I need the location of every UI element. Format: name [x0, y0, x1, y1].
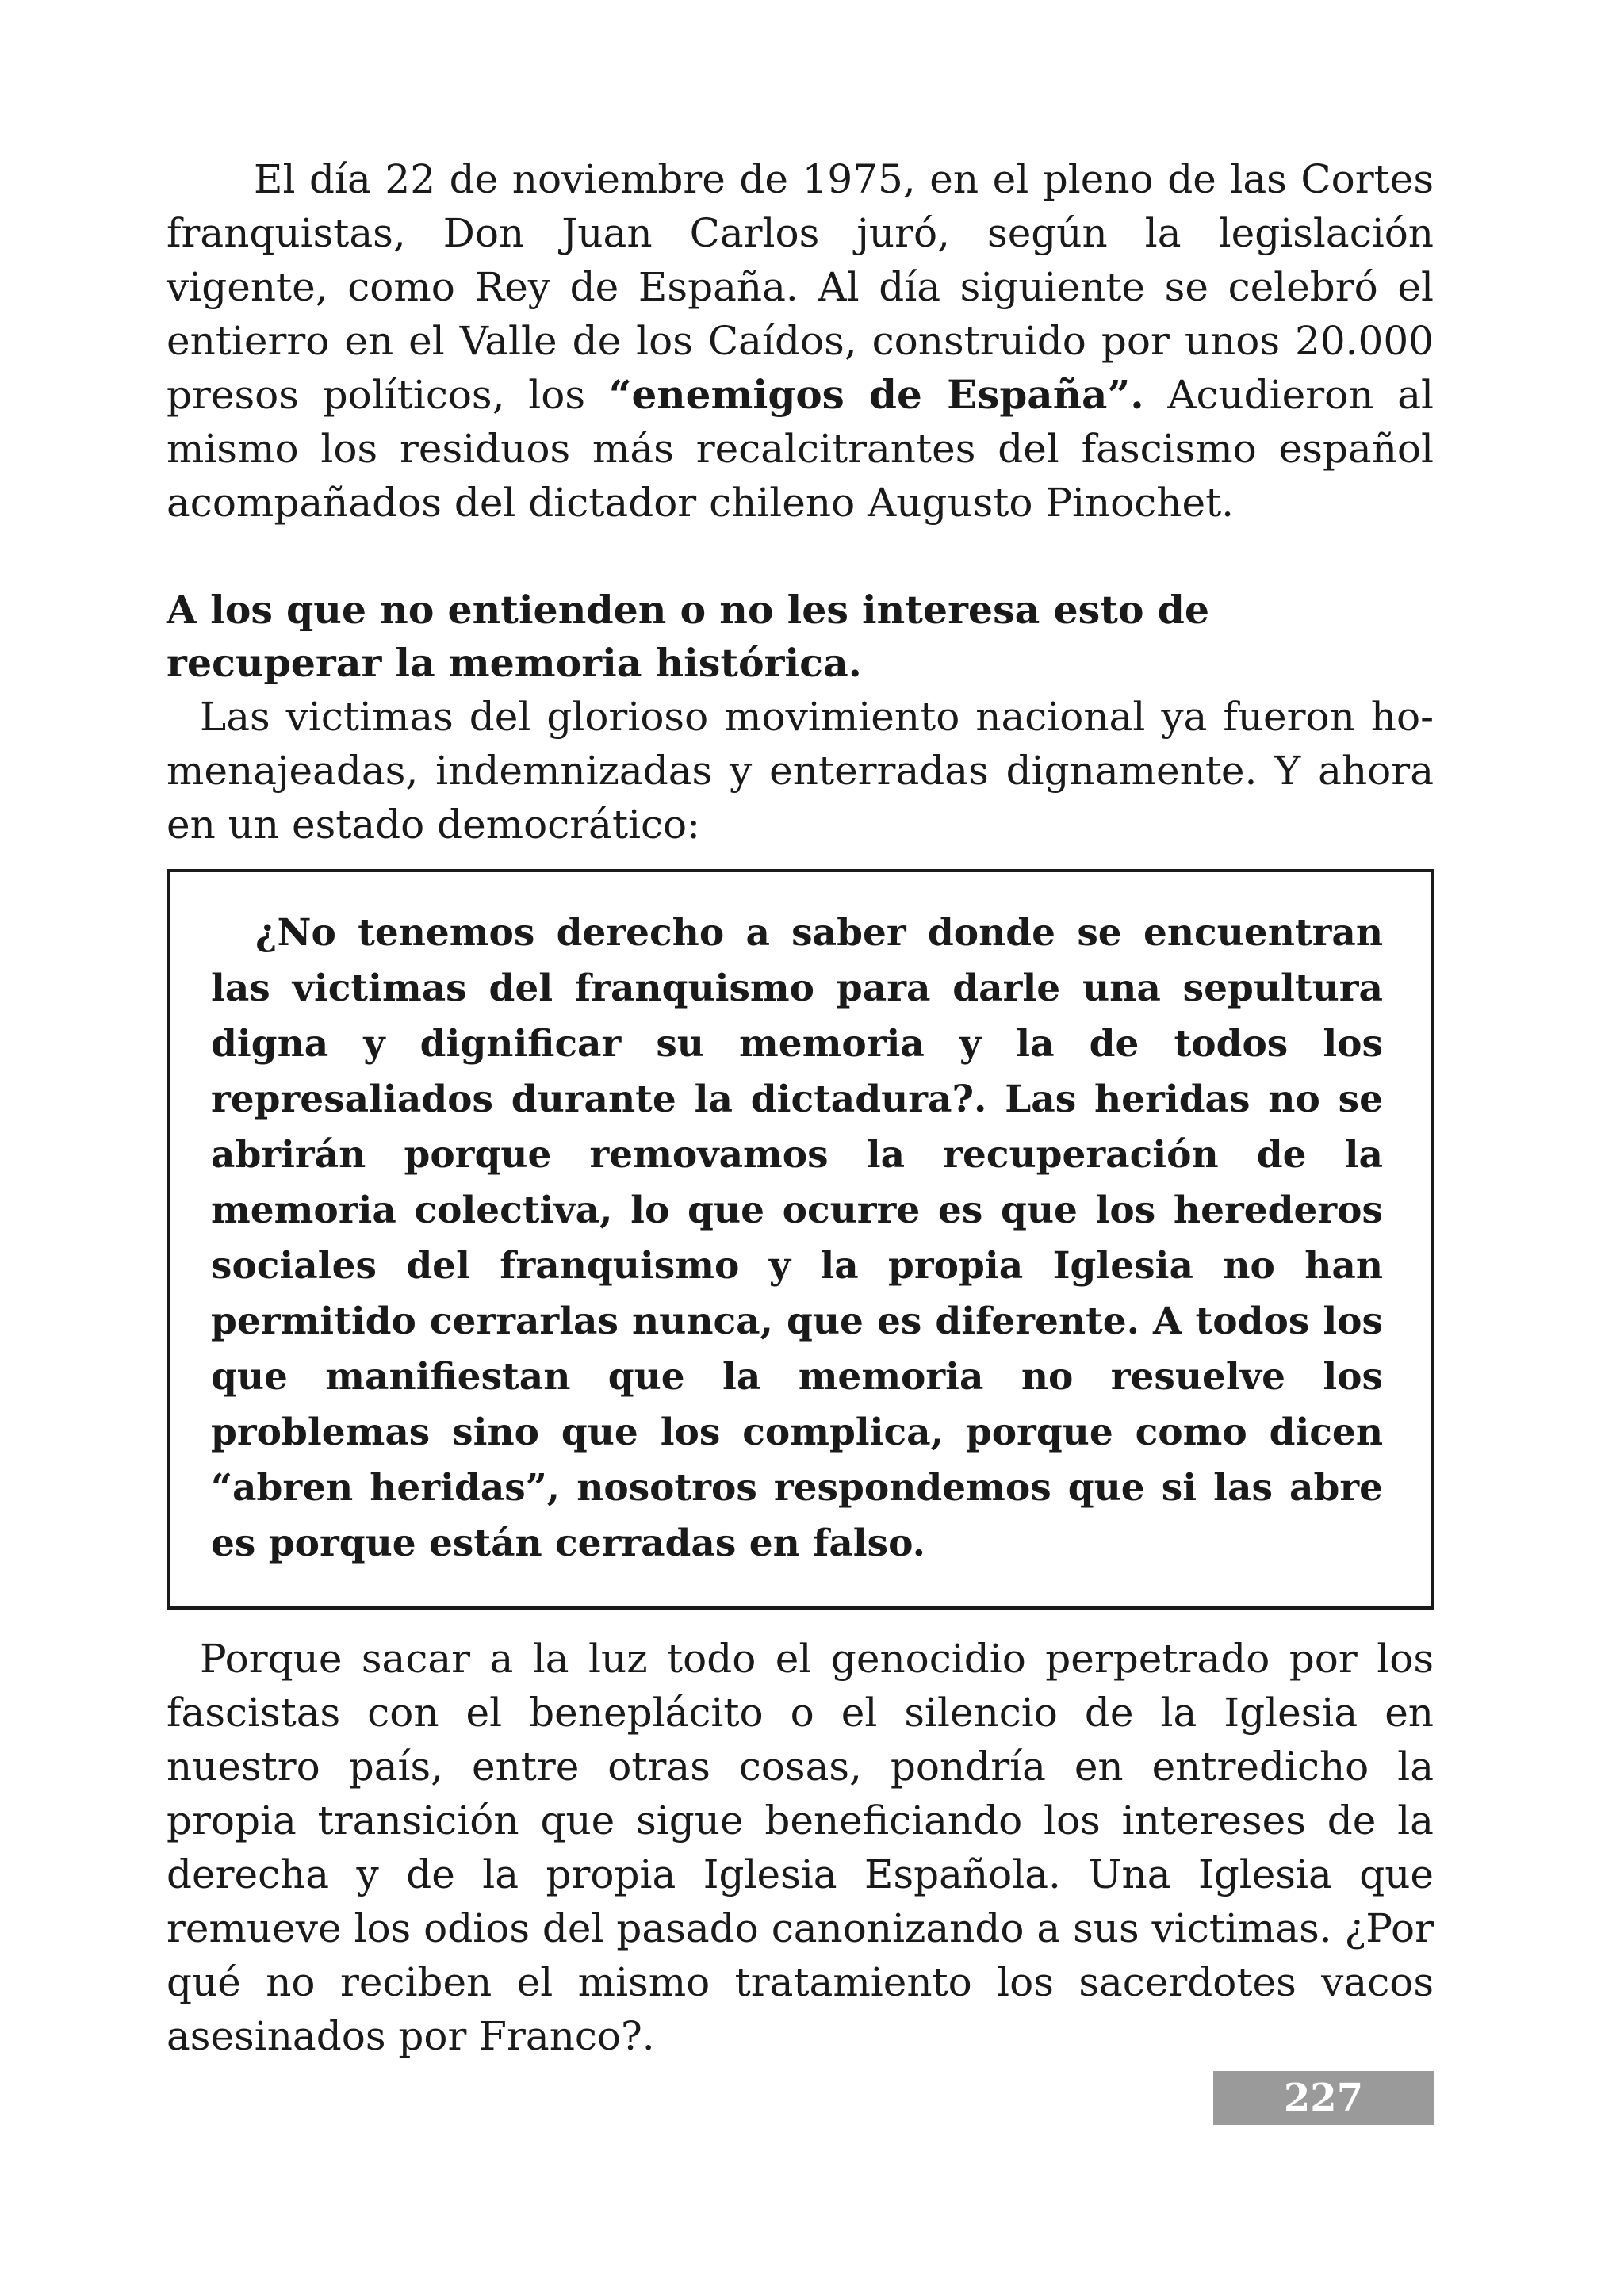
page-number: 227 — [1213, 2071, 1434, 2125]
section-heading: A los que no entienden o no les interesa esto de recuperar la memoria histórica. — [167, 587, 1210, 686]
paragraph-1-text-after: Acudieron al mismo los residuos más recalcitrantes del fascismo español acompañados del dictador chileno Augusto Pinochet. — [167, 372, 1434, 526]
boxed-quote-text: ¿No tenemos derecho a saber donde se encuentran las victimas del franquismo para darle una sepultura digna y dignificar su memoria y la de todos los represaliados durante la dictadura?. Las heridas no se abrirán porque removamos la recuperación de la memoria colectiva, lo que ocurre es que los herederos sociales del franquismo y la propia Iglesia no han permitido cerrarlas nunca, que es diferente. A todos los que manifiestan que la memoria no resuelve los problemas sino que los complica, porque como dicen “abren heridas”, nosotros respondemos que si las abre es porque están cerradas en falso. — [211, 911, 1383, 1565]
paragraph-1-emphasis: “enemigos de España”. — [608, 371, 1144, 418]
paragraph-1-text-before: El día 22 de noviembre de 1975, en el pleno de las Cortes franquistas, Don Juan Carlos juró, según la legislación vigente, como Rey de España. Al día siguiente se celebró el entierro en el Valle de los Caídos, construido por unos 20.000 presos políticos, los — [167, 156, 1434, 418]
paragraph-1 — [167, 152, 1434, 530]
paragraph-2: Las victimas del glorioso movimiento nacional ya fueron homenajeadas, indemnizadas y enterradas dignamente. Y ahora en un estado democrático: — [167, 694, 1434, 848]
boxed-quote — [167, 869, 1434, 1610]
paragraph-3: Porque sacar a la luz todo el genocidio perpetrado por los fascistas con el beneplácito o el silencio de la Iglesia en nuestro país, entre otras cosas, pondría en entredicho la propia transición que sigue beneficiando los intereses de la derecha y de la propia Iglesia Española. Una Iglesia que remueve los odios del pasado canonizando a sus victimas. ¿Por qué no reciben el mismo tratamiento los sacerdotes vacos asesinados por Franco?. — [167, 1636, 1434, 2059]
page-body — [167, 152, 1434, 2063]
